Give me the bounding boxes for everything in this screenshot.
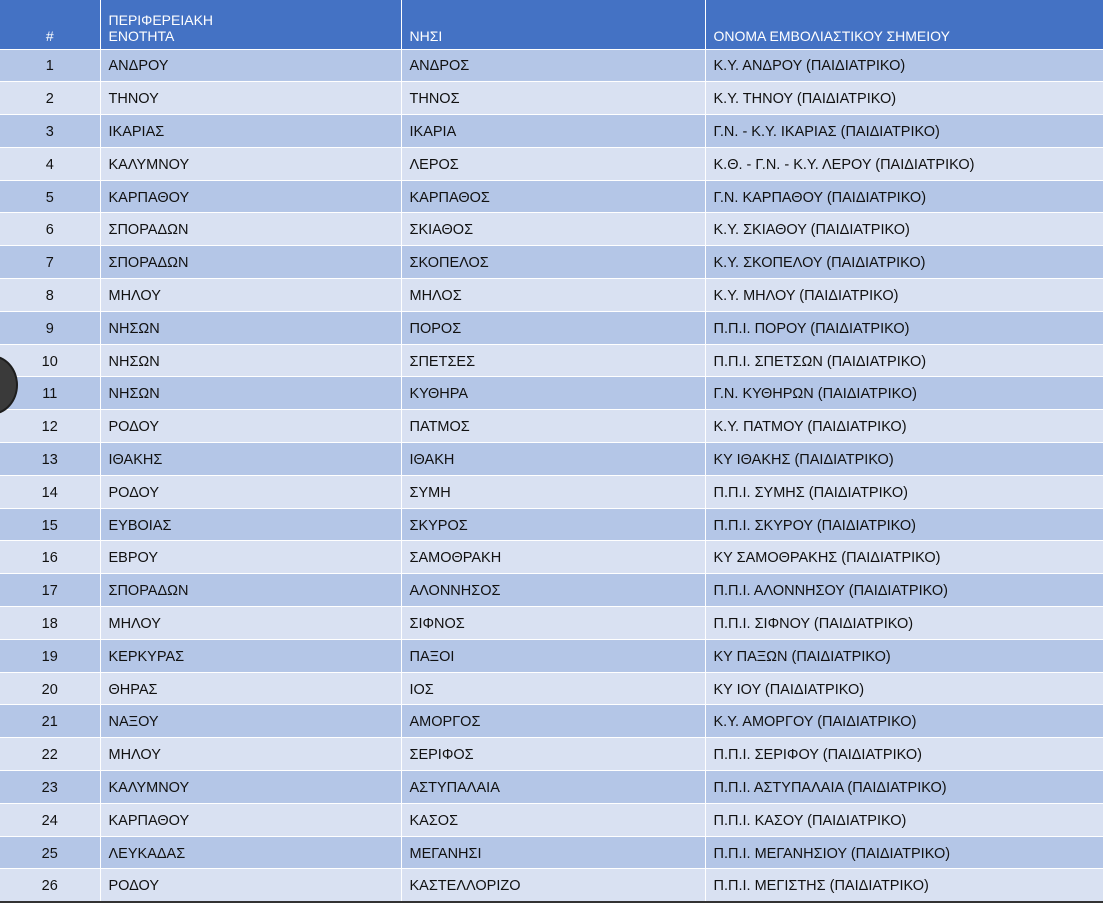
cell-number: 6 (0, 213, 100, 246)
cell-vaccination-site: ΚΥ ΠΑΞΩΝ (ΠΑΙΔΙΑΤΡΙΚΟ) (705, 639, 1103, 672)
table-row (0, 443, 1103, 476)
cell-regional-unit: ΜΗΛΟΥ (100, 738, 401, 771)
cell-number: 16 (0, 541, 100, 574)
cell-number: 15 (0, 508, 100, 541)
table-body (0, 49, 1103, 902)
cell-island: ΙΟΣ (401, 672, 705, 705)
table-row (0, 869, 1103, 902)
table-row (0, 344, 1103, 377)
cell-island: ΚΥΘΗΡΑ (401, 377, 705, 410)
table-row (0, 607, 1103, 640)
cell-vaccination-site: ΚΥ ΙΟΥ (ΠΑΙΔΙΑΤΡΙΚΟ) (705, 672, 1103, 705)
cell-regional-unit: ΡΟΔΟΥ (100, 869, 401, 902)
table-row (0, 836, 1103, 869)
cell-island: ΚΑΡΠΑΘΟΣ (401, 180, 705, 213)
table-row (0, 639, 1103, 672)
cell-number: 10 (0, 344, 100, 377)
cell-number: 12 (0, 410, 100, 443)
header-number: # (0, 0, 100, 49)
cell-regional-unit: ΚΑΡΠΑΘΟΥ (100, 180, 401, 213)
cell-regional-unit: ΚΑΛΥΜΝΟΥ (100, 147, 401, 180)
cell-number: 5 (0, 180, 100, 213)
table-row (0, 311, 1103, 344)
table-row (0, 82, 1103, 115)
cell-number: 14 (0, 475, 100, 508)
cell-vaccination-site: Κ.Υ. ΤΗΝΟΥ (ΠΑΙΔΙΑΤΡΙΚΟ) (705, 82, 1103, 115)
cell-regional-unit: ΣΠΟΡΑΔΩΝ (100, 246, 401, 279)
table-row (0, 771, 1103, 804)
table-row (0, 213, 1103, 246)
header-regional-unit (100, 0, 401, 49)
cell-island: ΠΑΞΟΙ (401, 639, 705, 672)
cell-island: ΣΚΙΑΘΟΣ (401, 213, 705, 246)
table-row (0, 49, 1103, 82)
header-vaccination-site: ΟΝΟΜΑ ΕΜΒΟΛΙΑΣΤΙΚΟΥ ΣΗΜΕΙΟΥ (705, 0, 1103, 49)
cell-vaccination-site: Κ.Υ. ΣΚΙΑΘΟΥ (ΠΑΙΔΙΑΤΡΙΚΟ) (705, 213, 1103, 246)
cell-number: 17 (0, 574, 100, 607)
cell-regional-unit: ΚΑΛΥΜΝΟΥ (100, 771, 401, 804)
table-row (0, 738, 1103, 771)
cell-vaccination-site: Κ.Θ. - Γ.Ν. - Κ.Υ. ΛΕΡΟΥ (ΠΑΙΔΙΑΤΡΙΚΟ) (705, 147, 1103, 180)
cell-number: 13 (0, 443, 100, 476)
table-row (0, 180, 1103, 213)
cell-island: ΛΕΡΟΣ (401, 147, 705, 180)
cell-vaccination-site: ΚΥ ΣΑΜΟΘΡΑΚΗΣ (ΠΑΙΔΙΑΤΡΙΚΟ) (705, 541, 1103, 574)
cell-number: 22 (0, 738, 100, 771)
header-regional-unit-line1: ΠΕΡΙΦΕΡΕΙΑΚΗ (108, 11, 214, 28)
cell-island: ΜΕΓΑΝΗΣΙ (401, 836, 705, 869)
cell-regional-unit: ΚΕΡΚΥΡΑΣ (100, 639, 401, 672)
cell-vaccination-site: Π.Π.Ι. ΜΕΓΑΝΗΣΙΟΥ (ΠΑΙΔΙΑΤΡΙΚΟ) (705, 836, 1103, 869)
cell-vaccination-site: Κ.Υ. ΜΗΛΟΥ (ΠΑΙΔΙΑΤΡΙΚΟ) (705, 279, 1103, 312)
cell-vaccination-site: Π.Π.Ι. ΣΚΥΡΟΥ (ΠΑΙΔΙΑΤΡΙΚΟ) (705, 508, 1103, 541)
table-row (0, 541, 1103, 574)
cell-island: ΠΟΡΟΣ (401, 311, 705, 344)
cell-vaccination-site: Π.Π.Ι. ΣΕΡΙΦΟΥ (ΠΑΙΔΙΑΤΡΙΚΟ) (705, 738, 1103, 771)
cell-island: ΙΚΑΡΙΑ (401, 115, 705, 148)
cell-regional-unit: ΑΝΔΡΟΥ (100, 49, 401, 82)
table-row (0, 115, 1103, 148)
cell-number: 3 (0, 115, 100, 148)
cell-regional-unit: ΜΗΛΟΥ (100, 607, 401, 640)
table-row (0, 377, 1103, 410)
cell-number: 25 (0, 836, 100, 869)
cell-vaccination-site: Π.Π.Ι. ΜΕΓΙΣΤΗΣ (ΠΑΙΔΙΑΤΡΙΚΟ) (705, 869, 1103, 902)
cell-vaccination-site: Π.Π.Ι. ΣΥΜΗΣ (ΠΑΙΔΙΑΤΡΙΚΟ) (705, 475, 1103, 508)
cell-vaccination-site: Π.Π.Ι. ΣΠΕΤΣΩΝ (ΠΑΙΔΙΑΤΡΙΚΟ) (705, 344, 1103, 377)
table-row (0, 279, 1103, 312)
cell-vaccination-site: Π.Π.Ι. ΣΙΦΝΟΥ (ΠΑΙΔΙΑΤΡΙΚΟ) (705, 607, 1103, 640)
cell-regional-unit: ΤΗΝΟΥ (100, 82, 401, 115)
cell-number: 19 (0, 639, 100, 672)
cell-island: ΣΚΟΠΕΛΟΣ (401, 246, 705, 279)
cell-island: ΣΚΥΡΟΣ (401, 508, 705, 541)
cell-regional-unit: ΝΗΣΩΝ (100, 377, 401, 410)
table-row (0, 410, 1103, 443)
cell-island: ΣΠΕΤΣΕΣ (401, 344, 705, 377)
cell-vaccination-site: Κ.Υ. ΣΚΟΠΕΛΟΥ (ΠΑΙΔΙΑΤΡΙΚΟ) (705, 246, 1103, 279)
cell-vaccination-site: ΚΥ ΙΘΑΚΗΣ (ΠΑΙΔΙΑΤΡΙΚΟ) (705, 443, 1103, 476)
cell-number: 26 (0, 869, 100, 902)
cell-vaccination-site: Π.Π.Ι. ΑΛΟΝΝΗΣΟΥ (ΠΑΙΔΙΑΤΡΙΚΟ) (705, 574, 1103, 607)
table-row (0, 147, 1103, 180)
cell-number: 24 (0, 803, 100, 836)
cell-regional-unit: ΘΗΡΑΣ (100, 672, 401, 705)
cell-number: 8 (0, 279, 100, 312)
cell-island: ΠΑΤΜΟΣ (401, 410, 705, 443)
header-regional-unit-line2: ΕΝΟΤΗΤΑ (108, 27, 175, 44)
cell-number: 23 (0, 771, 100, 804)
cell-island: ΣΕΡΙΦΟΣ (401, 738, 705, 771)
cell-vaccination-site: Γ.Ν. ΚΑΡΠΑΘΟΥ (ΠΑΙΔΙΑΤΡΙΚΟ) (705, 180, 1103, 213)
cell-regional-unit: ΣΠΟΡΑΔΩΝ (100, 213, 401, 246)
header-island: ΝΗΣΙ (401, 0, 705, 49)
cell-number: 20 (0, 672, 100, 705)
cell-regional-unit: ΚΑΡΠΑΘΟΥ (100, 803, 401, 836)
table-row (0, 705, 1103, 738)
cell-regional-unit: ΕΒΡΟΥ (100, 541, 401, 574)
cell-island: ΑΣΤΥΠΑΛΑΙΑ (401, 771, 705, 804)
table-row (0, 246, 1103, 279)
table-row (0, 803, 1103, 836)
cell-island: ΚΑΣΤΕΛΛΟΡΙΖΟ (401, 869, 705, 902)
cell-vaccination-site: Π.Π.Ι. ΚΑΣΟΥ (ΠΑΙΔΙΑΤΡΙΚΟ) (705, 803, 1103, 836)
table-row (0, 475, 1103, 508)
cell-regional-unit: ΝΗΣΩΝ (100, 311, 401, 344)
cell-island: ΑΜΟΡΓΟΣ (401, 705, 705, 738)
cell-island: ΑΝΔΡΟΣ (401, 49, 705, 82)
cell-regional-unit: ΝΗΣΩΝ (100, 344, 401, 377)
cell-regional-unit: ΝΑΞΟΥ (100, 705, 401, 738)
cell-number: 1 (0, 49, 100, 82)
cell-vaccination-site: Π.Π.Ι. ΑΣΤΥΠΑΛΑΙΑ (ΠΑΙΔΙΑΤΡΙΚΟ) (705, 771, 1103, 804)
cell-island: ΣΑΜΟΘΡΑΚΗ (401, 541, 705, 574)
cell-regional-unit: ΙΘΑΚΗΣ (100, 443, 401, 476)
cell-vaccination-site: Κ.Υ. ΑΜΟΡΓΟΥ (ΠΑΙΔΙΑΤΡΙΚΟ) (705, 705, 1103, 738)
cell-vaccination-site: Γ.Ν. - Κ.Υ. ΙΚΑΡΙΑΣ (ΠΑΙΔΙΑΤΡΙΚΟ) (705, 115, 1103, 148)
cell-island: ΣΙΦΝΟΣ (401, 607, 705, 640)
cell-number: 7 (0, 246, 100, 279)
cell-island: ΜΗΛΟΣ (401, 279, 705, 312)
cell-regional-unit: ΡΟΔΟΥ (100, 475, 401, 508)
cell-vaccination-site: Κ.Υ. ΑΝΔΡΟΥ (ΠΑΙΔΙΑΤΡΙΚΟ) (705, 49, 1103, 82)
cell-island: ΣΥΜΗ (401, 475, 705, 508)
cell-vaccination-site: Π.Π.Ι. ΠΟΡΟΥ (ΠΑΙΔΙΑΤΡΙΚΟ) (705, 311, 1103, 344)
cell-regional-unit: ΡΟΔΟΥ (100, 410, 401, 443)
table-row (0, 574, 1103, 607)
cell-regional-unit: ΙΚΑΡΙΑΣ (100, 115, 401, 148)
cell-regional-unit: ΜΗΛΟΥ (100, 279, 401, 312)
cell-number: 2 (0, 82, 100, 115)
header-row (0, 0, 1103, 49)
cell-number: 11 (0, 377, 100, 410)
table-header (0, 0, 1103, 49)
cell-number: 4 (0, 147, 100, 180)
cell-island: ΤΗΝΟΣ (401, 82, 705, 115)
table-row (0, 508, 1103, 541)
cell-vaccination-site: Γ.Ν. ΚΥΘΗΡΩΝ (ΠΑΙΔΙΑΤΡΙΚΟ) (705, 377, 1103, 410)
cell-island: ΑΛΟΝΝΗΣΟΣ (401, 574, 705, 607)
cell-number: 9 (0, 311, 100, 344)
cell-vaccination-site: Κ.Υ. ΠΑΤΜΟΥ (ΠΑΙΔΙΑΤΡΙΚΟ) (705, 410, 1103, 443)
cell-island: ΚΑΣΟΣ (401, 803, 705, 836)
cell-regional-unit: ΣΠΟΡΑΔΩΝ (100, 574, 401, 607)
cell-number: 18 (0, 607, 100, 640)
cell-regional-unit: ΕΥΒΟΙΑΣ (100, 508, 401, 541)
cell-island: ΙΘΑΚΗ (401, 443, 705, 476)
table-row (0, 672, 1103, 705)
cell-number: 21 (0, 705, 100, 738)
cell-regional-unit: ΛΕΥΚΑΔΑΣ (100, 836, 401, 869)
